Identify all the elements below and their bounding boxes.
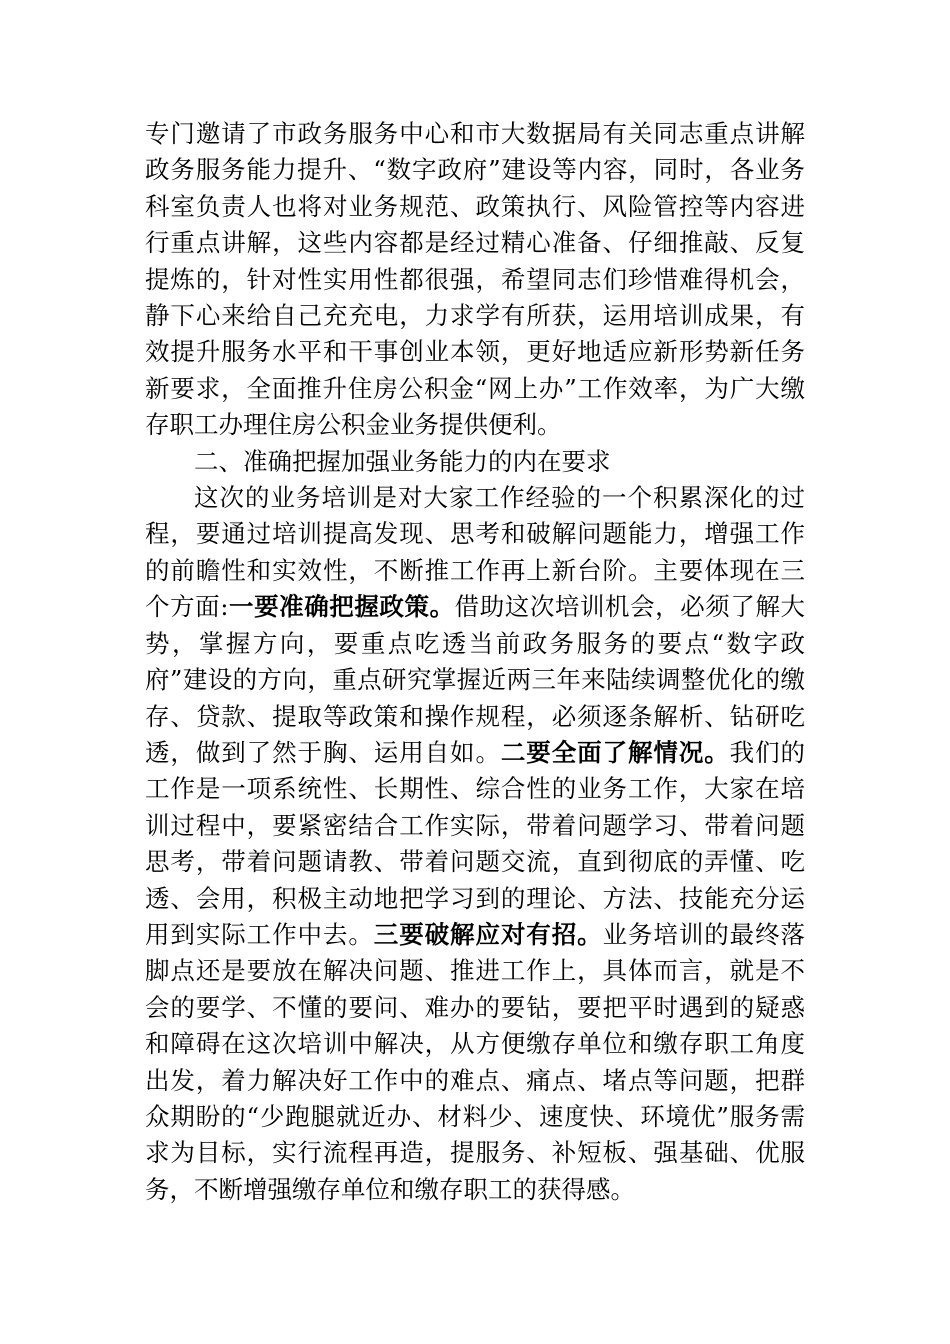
point-2-title: 二要全面了解情况。 <box>500 737 730 767</box>
document-page <box>145 116 805 1208</box>
point-3-title: 三要破解应对有招。 <box>373 919 603 949</box>
paragraph-requirements <box>145 480 805 1208</box>
point-1-title: 一要准确把握政策。 <box>228 592 455 622</box>
paragraph-intro: 这次的业务培训是对大家工作经验的一个积累深化的过程，要通过培训提高发现、思考和破解问题能力，增强工作的前瞻性和实效性，不断推工作再上新台阶。主要体现在三个方面: <box>145 483 805 622</box>
point-2-body: 我们的工作是一项系统性、长期性、综合性的业务工作，大家在培训过程中，要紧密结合工作实际，带着问题学习、带着问题思考，带着问题请教、带着问题交流，直到彻底的弄懂、吃透、会用，积极主动地把学习到的理论、方法、技能充分运用到实际工作中去。 <box>145 737 806 949</box>
point-3-body: 业务培训的最终落脚点还是要放在解决问题、推进工作上，具体而言，就是不会的要学、不懂的要问、难办的要钻，要把平时遇到的疑惑和障碍在这次培训中解决，从方便缴存单位和缴存职工角度出发，着力解决好工作中的难点、痛点、堵点等问题，把群众期盼的“少跑腿就近办、材料少、速度快、环境优”服务需求为目标，实行流程再造，提服务、补短板、强基础、优服务，不断增强缴存单位和缴存职工的获得感。 <box>145 919 806 1204</box>
point-1-body: 借助这次培训机会，必须了解大势，掌握方向，要重点吃透当前政务服务的要点“数字政府”建设的方向，重点研究掌握近两三年来陆续调整优化的缴存、贷款、提取等政策和操作规程，必须逐条解析、钻研吃透，做到了然于胸、运用自如。 <box>145 592 806 767</box>
section-heading: 二、准确把握加强业务能力的内在要求 <box>194 446 611 476</box>
paragraph-continuation: 专门邀请了市政务服务中心和市大数据局有关同志重点讲解政务服务能力提升、“数字政府”建设等内容，同时，各业务科室负责人也将对业务规范、政策执行、风险管控等内容进行重点讲解，这些内容都是经过精心准备、仔细推敲、反复提炼的，针对性实用性都很强，希望同志们珍惜难得机会，静下心来给自己充充电，力求学有所获，运用培训成果，有效提升服务水平和干事创业本领，更好地适应新形势新任务新要求，全面推升住房公积金“网上办”工作效率，为广大缴存职工办理住房公积金业务提供便利。 <box>145 119 805 440</box>
